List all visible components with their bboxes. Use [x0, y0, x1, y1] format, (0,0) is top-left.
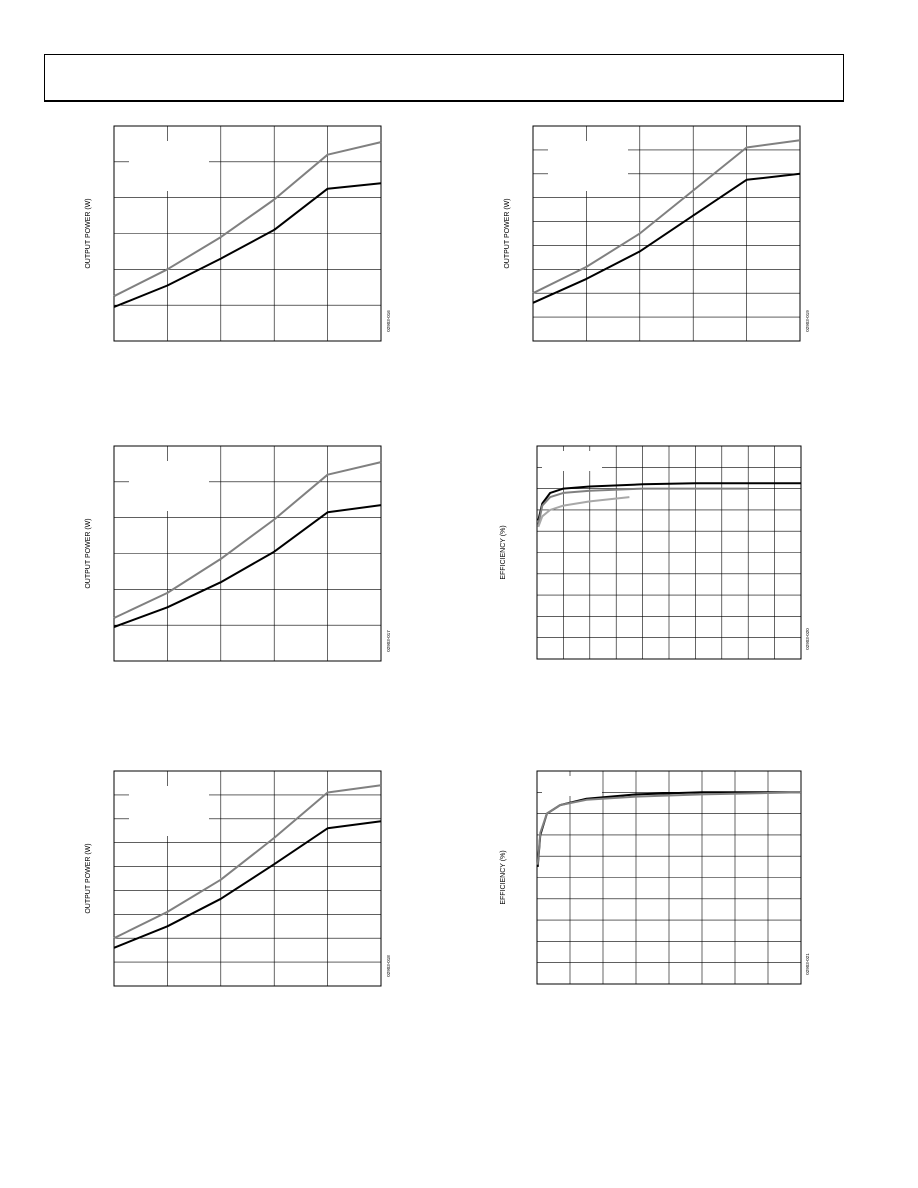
figure-id: 02903-018: [386, 955, 391, 977]
legend-patch: [542, 451, 602, 471]
y-axis-label: EFFICIENCY (%): [500, 525, 507, 580]
series-line-1: [538, 489, 748, 525]
chart-output-power-02903-016: [85, 126, 391, 341]
series-line-0: [538, 792, 801, 867]
figure-id: 02903-021: [805, 953, 810, 975]
legend-patch: [548, 141, 628, 191]
series-line-1: [114, 821, 381, 948]
chart-output-power-02903-017: [85, 446, 391, 661]
series-line-2: [538, 497, 629, 527]
legend-patch: [129, 141, 209, 191]
chart-output-power-02903-018: [85, 771, 391, 986]
figure-id: 02903-017: [386, 630, 391, 652]
y-axis-label: EFFICIENCY (%): [500, 850, 507, 905]
figure-id: 02903-019: [805, 310, 810, 332]
series-line-1: [533, 174, 800, 303]
figure-id: 02903-020: [805, 628, 810, 650]
y-axis-label: OUTPUT POWER (W): [85, 518, 92, 589]
y-axis-label: OUTPUT POWER (W): [85, 198, 92, 269]
legend-patch: [129, 786, 209, 836]
series-line-1: [538, 792, 801, 864]
legend-patch: [542, 776, 602, 796]
legend-patch: [129, 461, 209, 511]
chart-efficiency-02903-020: [500, 446, 810, 659]
figure-id: 02903-016: [386, 310, 391, 332]
series-line-1: [114, 183, 381, 307]
chart-efficiency-02903-021: [500, 771, 810, 984]
y-axis-label: OUTPUT POWER (W): [504, 198, 511, 269]
chart-output-power-02903-019: [504, 126, 810, 341]
series-line-1: [114, 505, 381, 627]
y-axis-label: OUTPUT POWER (W): [85, 843, 92, 914]
